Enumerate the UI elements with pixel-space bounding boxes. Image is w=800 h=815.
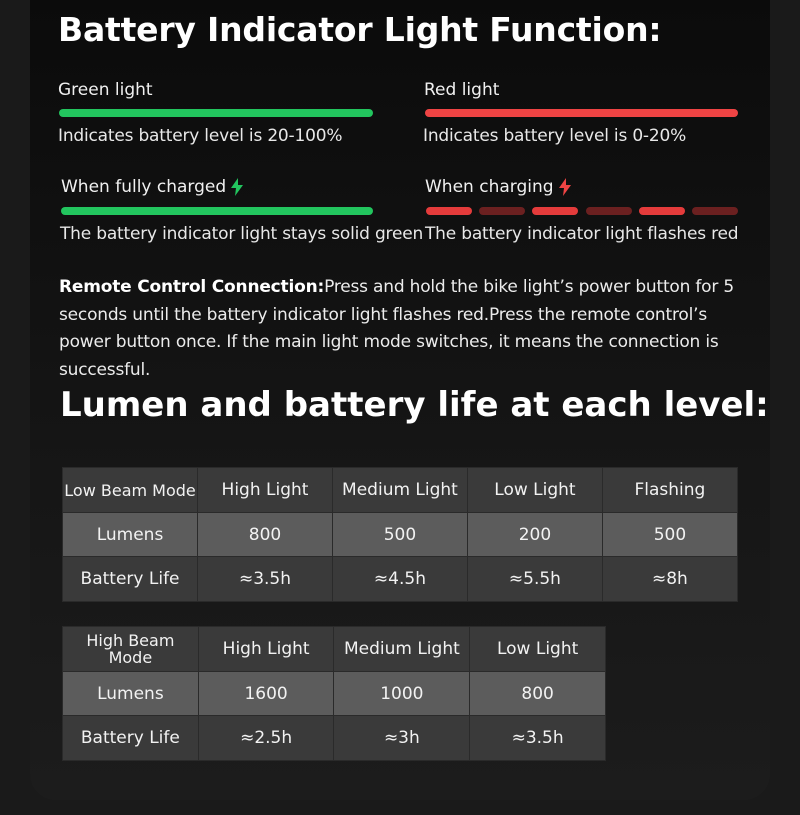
fully-charged-text: When fully charged — [61, 177, 227, 197]
table-cell: 1600 — [198, 672, 334, 716]
table-row — [63, 513, 738, 557]
table-cell: ≈4.5h — [332, 557, 467, 602]
column-header: Medium Light — [334, 627, 470, 672]
charging-segment — [479, 207, 525, 215]
column-header: Low Light — [470, 627, 606, 672]
remote-connection-heading: Remote Control Connection: — [59, 277, 325, 297]
lumen-section-title: Lumen and battery life at each level: — [60, 385, 769, 425]
column-header: High Light — [198, 627, 334, 672]
column-header: Flashing — [602, 468, 737, 513]
charging-segment — [426, 207, 472, 215]
remote-connection-text: Press and hold the bike light’s power button for 5 seconds until the battery indicator light flashes red.Press the remote control’s power button once. If the main light mode switches, it means the connection is successful. — [59, 277, 734, 380]
charging-segment — [639, 207, 685, 215]
table-row — [63, 716, 606, 761]
red-light-desc: Indicates battery level is 0-20% — [423, 126, 687, 146]
table-row — [63, 672, 606, 716]
row-label: Battery Life — [63, 557, 198, 602]
table-header-row — [63, 627, 606, 672]
green-light-bar — [59, 109, 373, 117]
row-label: Lumens — [63, 672, 199, 716]
charging-segment — [692, 207, 738, 215]
table-cell: ≈8h — [602, 557, 737, 602]
fully-charged-desc: The battery indicator light stays solid green — [60, 224, 424, 244]
fully-charged-bar — [61, 207, 373, 215]
charging-text: When charging — [425, 177, 554, 197]
row-label: Lumens — [63, 513, 198, 557]
table-header-row — [63, 468, 738, 513]
charging-segment — [532, 207, 578, 215]
table-cell: 500 — [602, 513, 737, 557]
table-cell: ≈3h — [334, 716, 470, 761]
page-title: Battery Indicator Light Function: — [58, 10, 662, 49]
green-light-label: Green light — [58, 80, 153, 100]
table-cell: 800 — [198, 513, 333, 557]
red-light-bar — [425, 109, 738, 117]
table-cell: ≈5.5h — [468, 557, 603, 602]
lightning-green-icon — [231, 178, 243, 196]
fully-charged-label — [61, 177, 243, 197]
low-beam-table — [62, 467, 738, 602]
lightning-red-icon — [559, 178, 571, 196]
table-cell: 500 — [332, 513, 467, 557]
table-row — [63, 557, 738, 602]
column-header: Low Light — [468, 468, 603, 513]
table-cell: ≈2.5h — [198, 716, 334, 761]
green-light-desc: Indicates battery level is 20-100% — [58, 126, 343, 146]
column-header: Medium Light — [332, 468, 467, 513]
column-header: High Light — [198, 468, 333, 513]
table-cell: 200 — [468, 513, 603, 557]
remote-connection-paragraph — [59, 274, 759, 384]
table-cell: ≈3.5h — [198, 557, 333, 602]
table-cell: ≈3.5h — [470, 716, 606, 761]
high-beam-table — [62, 626, 606, 761]
high-beam-mode-cell: High Beam Mode — [63, 627, 199, 672]
table-cell: 1000 — [334, 672, 470, 716]
charging-label — [425, 177, 571, 197]
row-label: Battery Life — [63, 716, 199, 761]
charging-desc: The battery indicator light flashes red — [425, 224, 739, 244]
table-cell: 800 — [470, 672, 606, 716]
charging-segment — [586, 207, 632, 215]
low-beam-mode-cell: Low Beam Mode — [63, 468, 198, 513]
red-light-label: Red light — [424, 80, 500, 100]
